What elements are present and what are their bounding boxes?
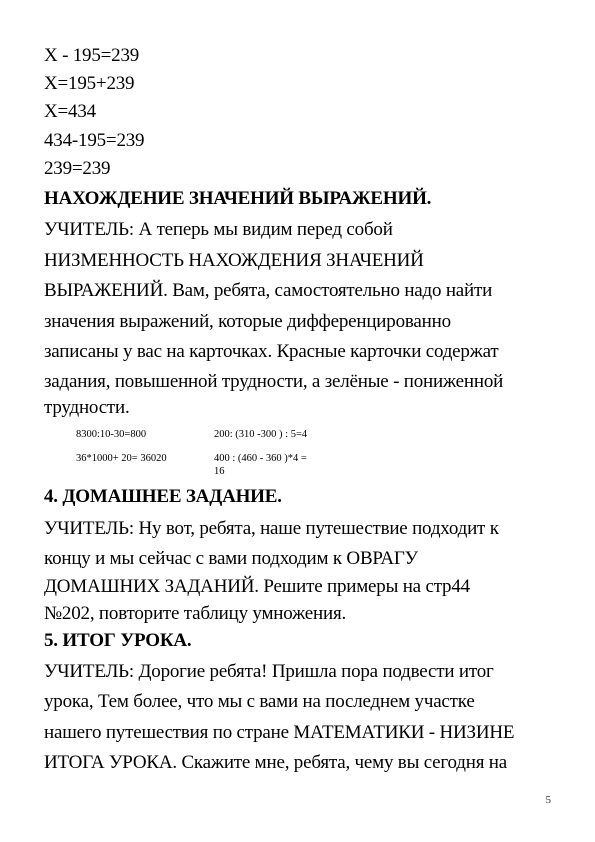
section-heading-homework: 4. ДОМАШНЕЕ ЗАДАНИЕ. <box>44 486 282 507</box>
page-number: 5 <box>545 794 551 806</box>
paragraph-line: УЧИТЕЛЬ: Ну вот, ребята, наше путешествие подходит к <box>44 518 499 539</box>
paragraph-line: ВЫРАЖЕНИЙ. Вам, ребята, самостоятельно надо найти <box>44 280 493 301</box>
example-expression: 8300:10-30=800 <box>76 429 147 440</box>
example-expression: 36*1000+ 20= 36020 <box>76 453 167 464</box>
paragraph-line: №202, повторите таблицу умножения. <box>44 603 347 624</box>
paragraph-line: концу и мы сейчас с вами подходим к ОВРАГУ <box>44 548 418 569</box>
equation-line: Х=195+239 <box>44 73 135 94</box>
section-heading-values: НАХОЖДЕНИЕ ЗНАЧЕНИЙ ВЫРАЖЕНИЙ. <box>44 188 432 209</box>
equation-line: 239=239 <box>44 158 111 179</box>
paragraph-line: ИТОГА УРОКА. Скажите мне, ребята, чему вы сегодня на <box>44 752 507 773</box>
paragraph-line: урока, Тем более, что мы с вами на последнем участке <box>44 691 475 712</box>
paragraph-line: записаны у вас на карточках. Красные карточки содержат <box>44 341 499 362</box>
paragraph-line: УЧИТЕЛЬ: А теперь мы видим перед собой <box>44 219 393 240</box>
paragraph-line: ДОМАШНИХ ЗАДАНИЙ. Решите примеры на стр44 <box>44 576 470 597</box>
paragraph-line: трудности. <box>44 397 130 418</box>
paragraph-line: значения выражений, которые дифференцированно <box>44 311 451 332</box>
paragraph-line: задания, повышенной трудности, а зелёные - пониженной <box>44 371 504 392</box>
example-expression: 16 <box>214 466 225 477</box>
paragraph-line: УЧИТЕЛЬ: Дорогие ребята! Пришла пора подвести итог <box>44 661 494 682</box>
example-expression: 400 : (460 - 360 )*4 = <box>214 453 307 464</box>
example-expression: 200: (310 -300 ) : 5=4 <box>214 429 308 440</box>
equation-line: Х - 195=239 <box>44 45 140 66</box>
paragraph-line: нашего путешествия по стране МАТЕМАТИКИ - НИЗИНЕ <box>44 722 515 743</box>
equation-line: 434-195=239 <box>44 130 145 151</box>
paragraph-line: НИЗМЕННОСТЬ НАХОЖДЕНИЯ ЗНАЧЕНИЙ <box>44 250 424 271</box>
equation-line: Х=434 <box>44 101 96 122</box>
section-heading-summary: 5. ИТОГ УРОКА. <box>44 630 192 651</box>
